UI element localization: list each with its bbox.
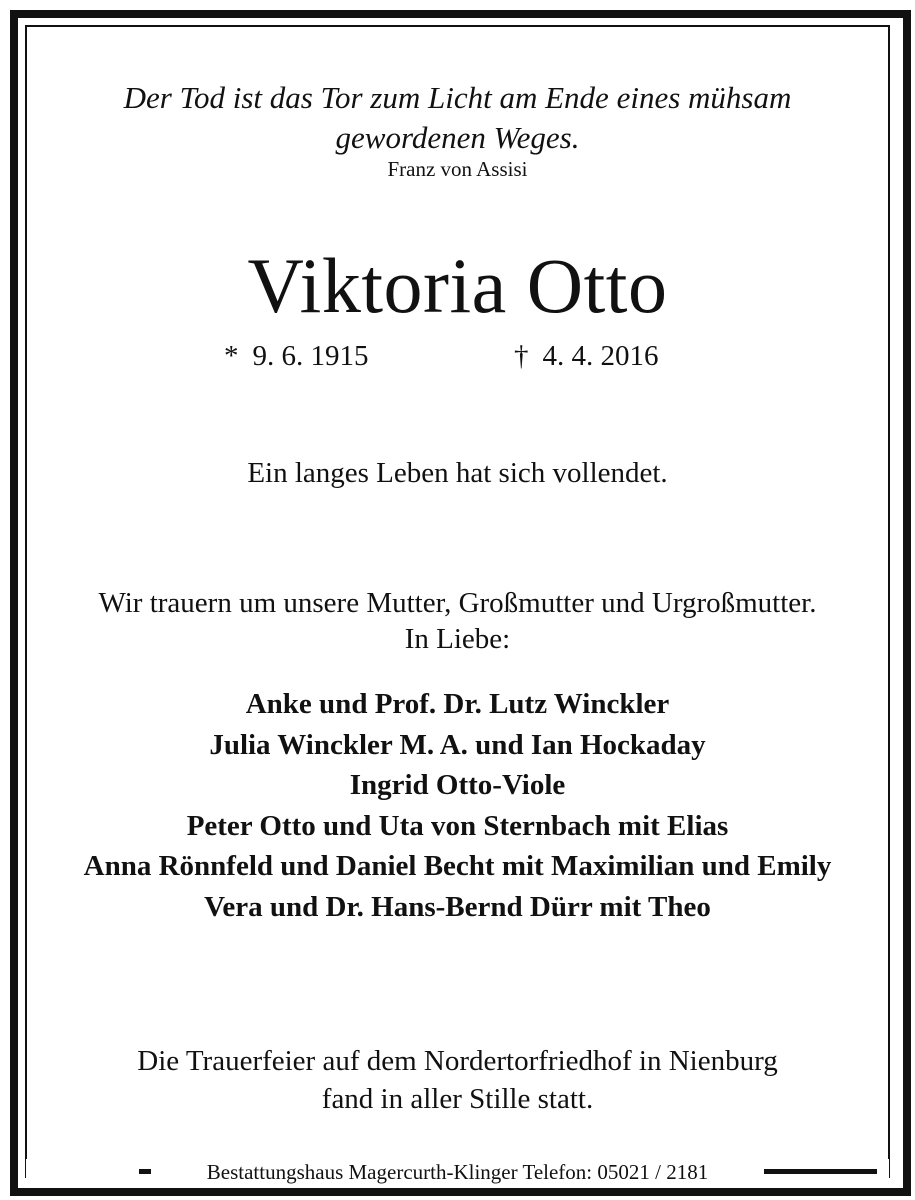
- mourner-name: Peter Otto und Uta von Sternbach mit Elias: [186, 809, 729, 842]
- mourner-name: Ingrid Otto-Viole: [349, 769, 566, 802]
- quote-line-1: Der Tod ist das Tor zum Licht am Ende eines mühsam: [123, 80, 792, 115]
- footer-rule-left: [139, 1169, 151, 1174]
- footer-text: Bestattungshaus Magercurth-Klinger Telefon: 05021 / 2181: [197, 1159, 718, 1185]
- mourner-name: Vera und Dr. Hans-Bernd Dürr mit Theo: [204, 890, 711, 923]
- birth-date: 9. 6. 1915: [252, 340, 369, 372]
- footer-rule-right: [764, 1169, 877, 1174]
- mourner-name: Anke und Prof. Dr. Lutz Winckler: [245, 688, 670, 720]
- deceased-name: Viktoria Otto: [247, 242, 668, 329]
- mourner-name: Anna Rönnfeld und Daniel Becht mit Maximilian und Emily: [83, 850, 832, 883]
- mourn-line-2: In Liebe:: [404, 623, 511, 655]
- footer: [26, 1159, 889, 1185]
- birth-date-group: [224, 338, 369, 374]
- mourners-list: [26, 684, 889, 928]
- ceremony-line-2: fand in aller Stille statt.: [321, 1083, 594, 1115]
- quote-author: Franz von Assisi: [387, 157, 528, 181]
- ceremony-line-1: Die Trauerfeier auf dem Nordertorfriedhof in Nienburg: [137, 1045, 778, 1077]
- quote-line-2: gewordenen Weges.: [335, 120, 580, 155]
- death-date: 4. 4. 2016: [542, 340, 659, 372]
- death-date-group: [514, 338, 659, 374]
- life-line: Ein langes Leben hat sich vollendet.: [247, 457, 668, 489]
- mourner-name: Julia Winckler M. A. und Ian Hockaday: [209, 728, 706, 761]
- death-symbol: †: [514, 340, 529, 372]
- birth-symbol: *: [224, 340, 239, 372]
- mourn-line-1: Wir trauern um unsere Mutter, Großmutter und Urgroßmutter.: [98, 587, 817, 619]
